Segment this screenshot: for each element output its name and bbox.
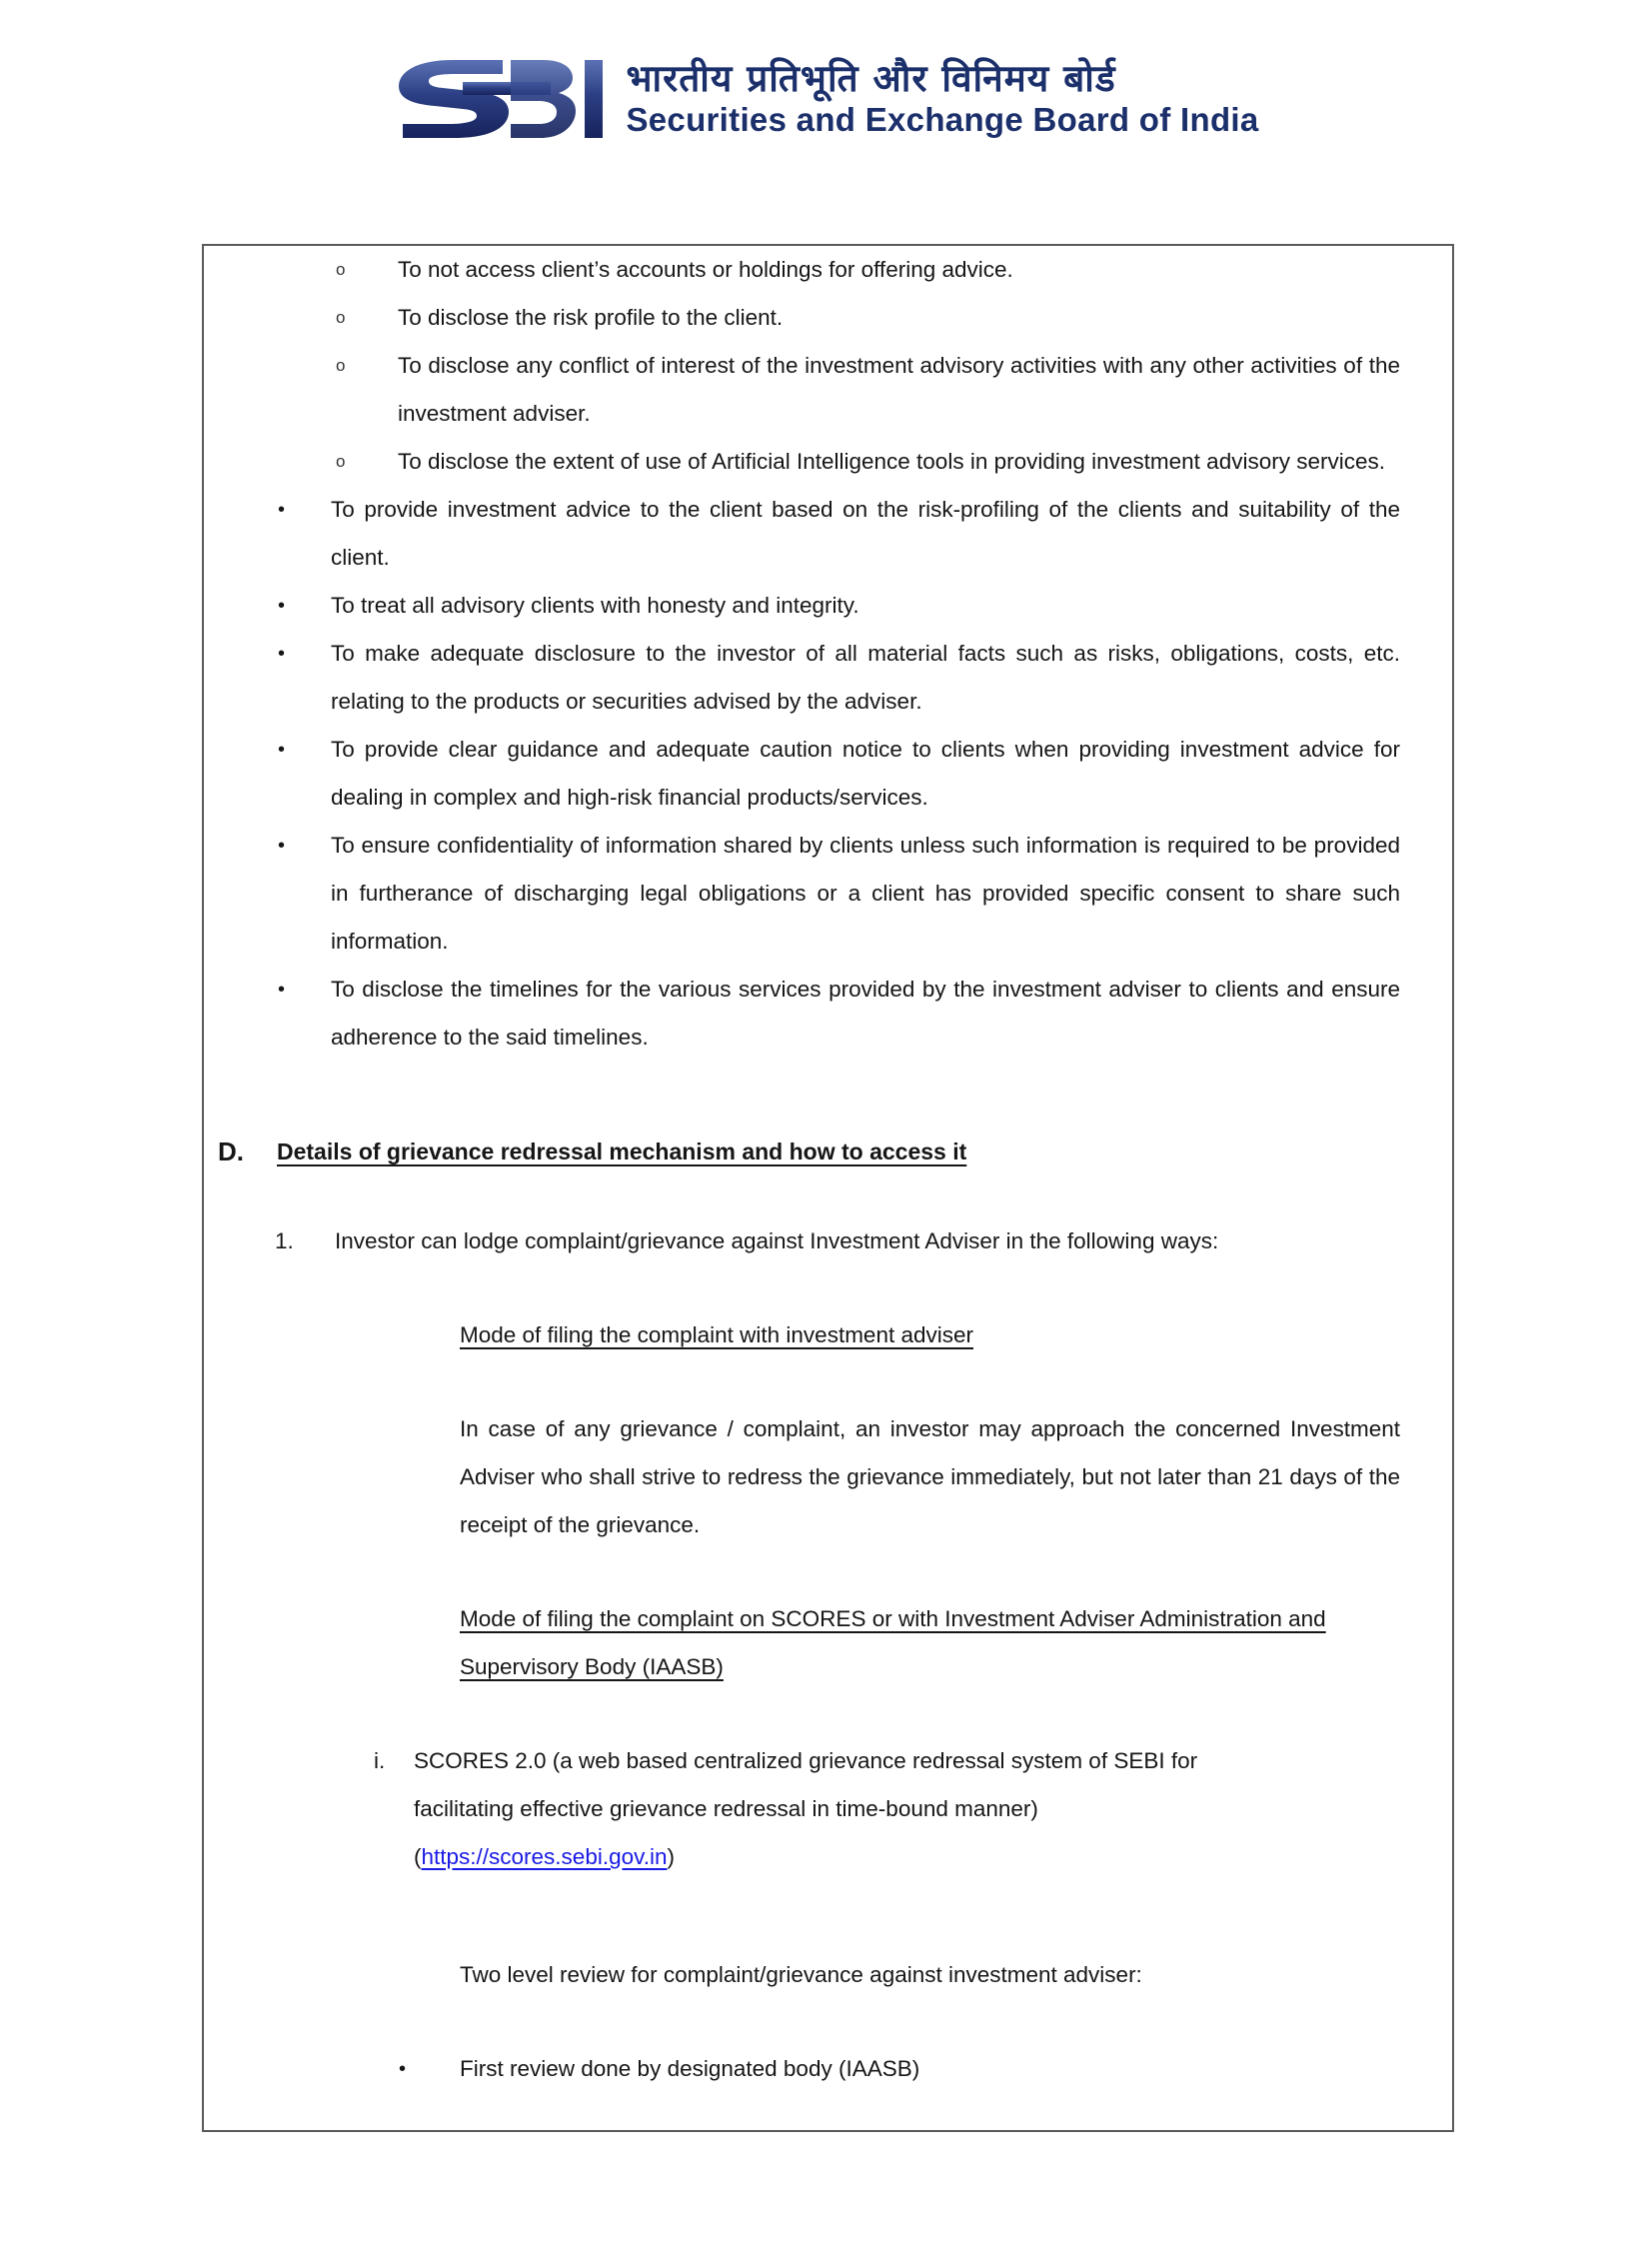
list-item — [204, 966, 1452, 1062]
list-item — [204, 726, 1452, 822]
list-item-text: To not access client’s accounts or holdings for offering advice. — [398, 257, 1013, 282]
logo-english-title: Securities and Exchange Board of India — [626, 101, 1259, 138]
list-item-text: To disclose the risk profile to the client. — [398, 305, 784, 330]
list-number: 1. — [275, 1228, 294, 1253]
roman-list-item — [204, 1737, 1452, 1881]
page-header — [0, 0, 1652, 144]
section-letter: D. — [218, 1136, 244, 1166]
numbered-item-text: Investor can lodge complaint/grievance against Investment Adviser in the following ways: — [335, 1228, 1219, 1253]
bullet-marker: • — [278, 739, 286, 761]
sub-bullet-marker: o — [336, 356, 346, 375]
two-level-review-text: Two level review for complaint/grievance against investment adviser: — [460, 1962, 1142, 1987]
list-item — [204, 822, 1452, 966]
list-item — [204, 2045, 1452, 2093]
spacer — [204, 1359, 1452, 1405]
list-item-text: To disclose the timelines for the various services provided by the investment adviser to clients and ensure adherence to the said timelines. — [331, 977, 1400, 1050]
list-item — [204, 486, 1452, 582]
list-item — [204, 630, 1452, 726]
mode-of-filing-heading-1 — [204, 1311, 1452, 1359]
sub-bullet-marker: o — [336, 260, 346, 279]
spacer — [204, 1881, 1452, 1951]
bullet-marker: • — [278, 643, 286, 665]
sebi-logo-icon — [393, 52, 608, 144]
roman-marker: i. — [374, 1748, 386, 1773]
list-item — [204, 582, 1452, 630]
bullet-marker: • — [278, 499, 286, 521]
mode-of-filing-heading-2 — [204, 1595, 1452, 1691]
spacer — [204, 1549, 1452, 1595]
bullet-marker: • — [278, 835, 286, 857]
numbered-list-item — [204, 1217, 1452, 1265]
logo-hindi-title: भारतीय प्रतिभूति और विनिमय बोर्ड — [626, 57, 1116, 100]
list-item-text: First review done by designated body (IAASB) — [460, 2056, 920, 2081]
list-item-text: To provide investment advice to the client based on the risk-profiling of the clients and suitability of the client. — [331, 497, 1400, 570]
list-item-text: To disclose any conflict of interest of the investment advisory activities with any other activities of the investment adviser. — [398, 353, 1400, 426]
spacer — [204, 1999, 1452, 2045]
list-item-text: To ensure confidentiality of information shared by clients unless such information is required to be provided in furtherance of discharging legal obligations or a client has provided specific consent to share such information. — [331, 833, 1400, 954]
roman-item-content — [414, 1737, 1272, 1881]
bullet-marker: • — [278, 979, 286, 1001]
list-item-text: To provide clear guidance and adequate caution notice to clients when providing investment advice for dealing in complex and high-risk financial products/services. — [331, 737, 1400, 810]
spacer — [204, 1691, 1452, 1737]
sub-bullet-marker: o — [336, 452, 346, 471]
list-item — [204, 438, 1452, 486]
list-item — [204, 294, 1452, 342]
mode-heading-text: Mode of filing the complaint with investment adviser — [460, 1322, 973, 1347]
scores-link[interactable]: https://scores.sebi.gov.in — [421, 1844, 668, 1869]
mode-heading-text: Mode of filing the complaint on SCORES or with Investment Adviser Administration and Supervisory Body (IAASB) — [460, 1606, 1326, 1679]
mode-of-filing-body-1: In case of any grievance / complaint, an investor may approach the concerned Investment Adviser who shall strive to redress the grievance immediately, but not later than 21 days of the receipt of the grievance. — [460, 1416, 1400, 1537]
list-item — [204, 246, 1452, 294]
section-title: Details of grievance redressal mechanism and how to access it — [277, 1138, 967, 1164]
section-heading-d — [204, 1129, 1452, 1173]
list-item-text: To disclose the extent of use of Artificial Intelligence tools in providing investment advisory services. — [398, 449, 1385, 474]
paren-open: ( — [414, 1844, 422, 1869]
spacer — [204, 1265, 1452, 1311]
sebi-logo-block — [393, 52, 1258, 144]
page-content — [204, 246, 1452, 2130]
sub-bullet-marker: o — [336, 308, 346, 327]
list-item — [204, 342, 1452, 438]
page-content-box — [202, 244, 1454, 2132]
bullet-marker: • — [399, 2058, 407, 2080]
list-item-text: To make adequate disclosure to the investor of all material facts such as risks, obligations, costs, etc. relating to the products or securities advised by the adviser. — [331, 641, 1400, 714]
roman-item-text: SCORES 2.0 (a web based centralized grievance redressal system of SEBI for facilitating effective grievance redressal in time-bound manner) — [414, 1748, 1198, 1821]
sebi-logo-text — [626, 57, 1259, 138]
list-item-text: To treat all advisory clients with honesty and integrity. — [331, 593, 859, 618]
paren-close: ) — [667, 1844, 675, 1869]
bullet-marker: • — [278, 595, 286, 617]
